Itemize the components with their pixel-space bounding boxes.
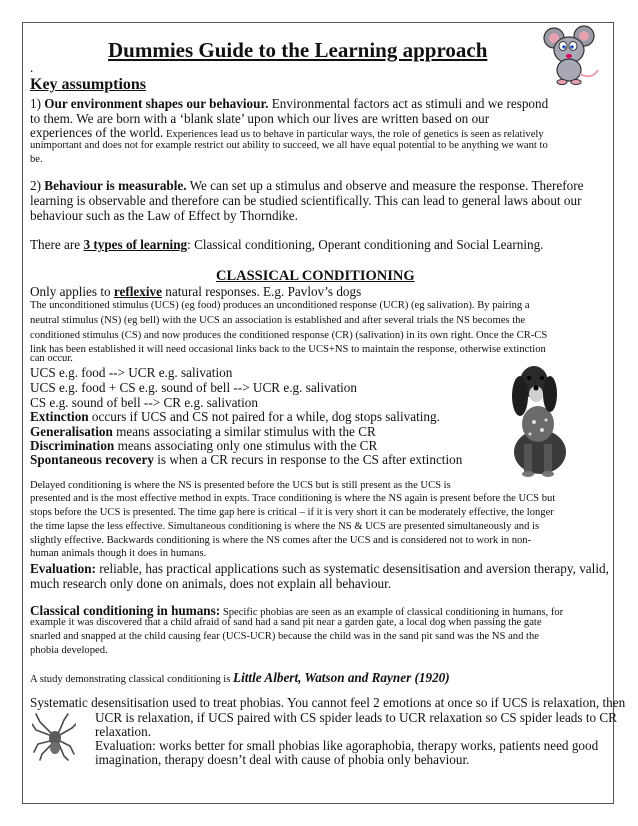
ucs-text-line: conditioned stimulus (CS) and now produces the conditioned response (CR) (salivation) in its own right. Once the CR-CS — [30, 330, 548, 341]
delayed-line: Delayed conditioning is where the NS is presented before the UCS but is still present as the UCS is — [30, 480, 451, 491]
delayed-line: presented and is the most effective method in expts. Trace conditioning is where the NS again is present before the UCS but — [30, 493, 556, 504]
evaluation-line-1: Evaluation: reliable, has practical applications such as systematic desensitisation and aversion therapy, valid, — [30, 561, 609, 576]
ucs-text-line: neutral stimulus (NS) (eg bell) with the UCS an association is established and after several trials the NS becomes the — [30, 315, 526, 326]
cartoon-mouse-icon — [540, 24, 602, 86]
assumption-1-line-1: 1) Our environment shapes our behaviour. Environmental factors act as stimuli and we respond — [30, 96, 549, 111]
reflexive-line: Only applies to reflexive natural responses. E.g. Pavlov’s dogs — [30, 284, 362, 299]
delayed-line: stops before the UCS is presented. The time gap here is critical – if it is very short it can be moderately effective, the longer — [30, 507, 554, 518]
study-line: A study demonstrating classical conditioning is Little Albert, Watson and Rayner (1920) — [30, 670, 450, 685]
classical-conditioning-heading: CLASSICAL CONDITIONING — [216, 268, 415, 284]
example-line-2: UCS e.g. food + CS e.g. sound of bell --> UCR e.g. salivation — [30, 380, 357, 395]
term-spontaneous-recovery: Spontaneous recovery is when a CR recurs in response to the CS after extinction — [30, 452, 463, 467]
key-assumptions-heading: Key assumptions — [30, 76, 147, 93]
delayed-line: the time lapse the less effective. Simultaneous conditioning is where the NS & UCS are presented simultaneously and is — [30, 521, 540, 532]
evaluation-line-2: much research only done on animals, does not explain all behaviour. — [30, 576, 392, 591]
desensitisation-line-1: Systematic desensitisation used to treat phobias. You cannot feel 2 emotions at once so if UCS is relaxation, then — [30, 695, 626, 710]
humans-line: snarled and snapped at the child causing fear (UCS-UCR) because the child was in the sand pit sand was the NS and the — [30, 631, 539, 642]
stray-dot: . — [30, 60, 34, 75]
example-line-1: UCS e.g. food --> UCR e.g. salivation — [30, 365, 233, 380]
humans-line: example it was discovered that a child afraid of sand had a sand pit near a garden gate, a local dog when passing the gate — [30, 617, 542, 628]
desensitisation-line: UCR is relaxation, if UCS paired with CS spider leads to UCR relaxation so CS spider leads to CR — [95, 710, 617, 725]
desensitisation-line: Evaluation: works better for small phobias like agoraphobia, therapy works, patients need good — [95, 738, 599, 753]
term-discrimination: Discrimination means associating only one stimulus with the CR — [30, 438, 378, 453]
assumption-1-line-4: unimportant and does not for example restrict out ability to succeed, we all have equal potential to be anything we want to — [30, 140, 548, 151]
page-title: Dummies Guide to the Learning approach — [108, 38, 488, 62]
assumption-2-line-2: learning is observable and therefore can be studied scientifically. This can lead to general laws about our — [30, 193, 582, 208]
ucs-text-line: can occur. — [30, 353, 73, 364]
spider-icon — [32, 712, 76, 762]
delayed-line: human animals though it does in humans. — [30, 548, 207, 559]
term-generalisation: Generalisation means associating a similar stimulus with the CR — [30, 424, 376, 439]
example-line-3: CS e.g. sound of bell --> CR e.g. salivation — [30, 395, 258, 410]
humans-line-1: Classical conditioning in humans: Specific phobias are seen as an example of classical conditioning in humans, for — [30, 603, 564, 618]
assumption-1-line-5: be. — [30, 154, 43, 165]
humans-line: phobia developed. — [30, 645, 108, 656]
ucs-text-line: The unconditioned stimulus (UCS) (eg food) produces an unconditioned response (UCR) (eg salivation). By pairing a — [30, 300, 530, 311]
desensitisation-line: relaxation. — [95, 724, 152, 739]
assumption-2-line-1: 2) Behaviour is measurable. We can set up a stimulus and observe and measure the response. Therefore — [30, 178, 584, 193]
delayed-line: slightly effective. Backwards conditioning is where the NS comes after the UCS and is considered not to work in non- — [30, 535, 532, 546]
assumption-1-line-2: to them. We are born with a ‘blank slate’ upon which our lives are written based on our — [30, 111, 490, 126]
spaniel-dog-photo — [500, 352, 574, 478]
assumption-2-line-3: behaviour such as the Law of Effect by Thorndike. — [30, 208, 298, 223]
assumption-1-line-3: experiences of the world. Experiences lead us to behave in particular ways, the role of genetics is seen as relatively — [30, 125, 544, 140]
types-of-learning: There are 3 types of learning: Classical conditioning, Operant conditioning and Social Learning. — [30, 237, 544, 252]
desensitisation-line: imagination, therapy doesn’t deal with cause of phobia only behaviour. — [95, 752, 470, 767]
term-extinction: Extinction occurs if UCS and CS not paired for a while, dog stops salivating. — [30, 409, 440, 424]
ucs-text-line: link has been established it will need occasional links back to the UCS+NS to maintain the response, otherwise extinction — [30, 344, 546, 355]
